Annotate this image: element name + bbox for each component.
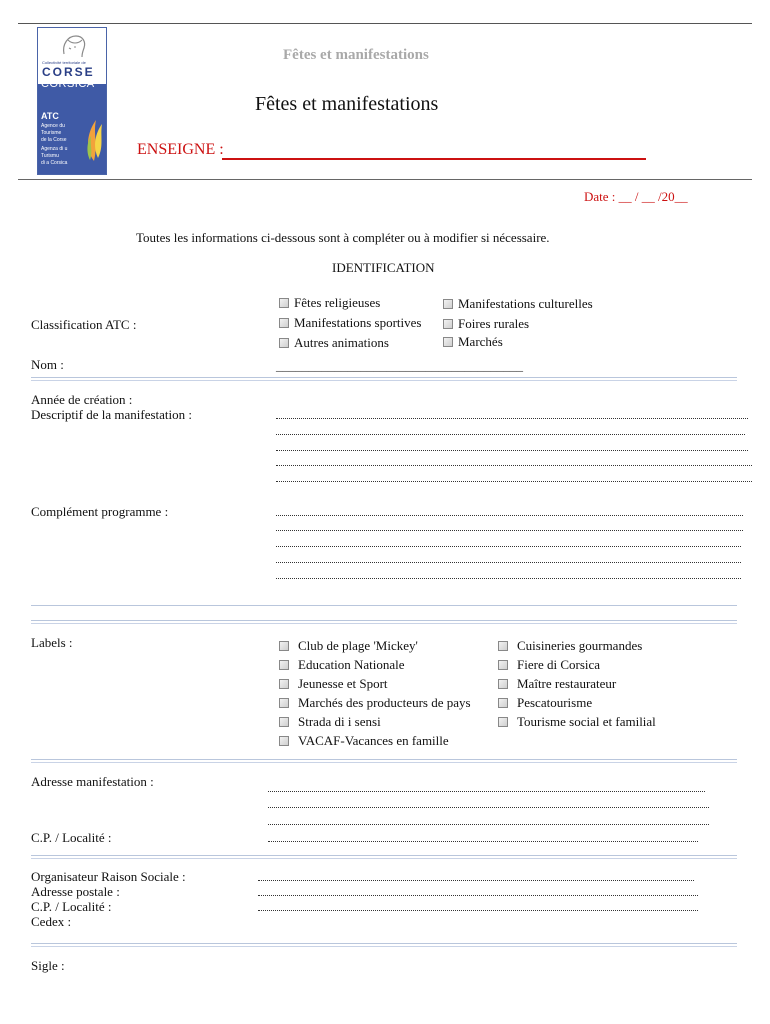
checkbox[interactable] xyxy=(443,299,453,309)
organisateur-cp-label: C.P. / Localité : xyxy=(31,899,112,914)
organisateur-adresse-label: Adresse postale : xyxy=(31,884,120,899)
checkbox-option[interactable]: Marchés xyxy=(443,334,503,350)
checkbox-option[interactable]: Fêtes religieuses xyxy=(279,295,380,311)
complement-line[interactable] xyxy=(276,530,743,531)
organisateur-line[interactable] xyxy=(258,880,694,881)
logo-line: Agenza di u xyxy=(41,146,68,152)
checkbox[interactable] xyxy=(279,698,289,708)
checkbox-option[interactable]: Autres animations xyxy=(279,335,389,351)
faded-title: Fêtes et manifestations xyxy=(283,47,429,63)
annee-label: Année de création : xyxy=(31,392,133,407)
complement-line[interactable] xyxy=(276,562,741,563)
head-profile-icon xyxy=(38,30,107,60)
checkbox-option[interactable]: Fiere di Corsica xyxy=(498,657,600,673)
descriptif-line[interactable] xyxy=(276,434,745,435)
date-field[interactable]: Date : __ / __ /20__ xyxy=(584,189,688,204)
organisateur-line[interactable] xyxy=(258,895,698,896)
logo-corse: CORSE xyxy=(42,65,95,79)
complement-line[interactable] xyxy=(276,546,741,547)
checkbox-option[interactable]: Pescatourisme xyxy=(498,695,592,711)
logo-line: de la Corse xyxy=(41,137,67,143)
logo-corsica: CORSICA xyxy=(41,78,95,90)
cp-line[interactable] xyxy=(268,841,698,842)
checkbox[interactable] xyxy=(279,660,289,670)
top-rule xyxy=(18,23,752,24)
logo-line: Tourisme xyxy=(41,130,62,136)
checkbox[interactable] xyxy=(279,679,289,689)
section-divider xyxy=(31,620,737,624)
labels-label: Labels : xyxy=(31,635,73,650)
checkbox-option[interactable]: VACAF-Vacances en famille xyxy=(279,733,449,749)
complement-line[interactable] xyxy=(276,578,741,579)
checkbox-option[interactable]: Manifestations sportives xyxy=(279,315,421,331)
logo-small-line: Collectivité territoriale de xyxy=(42,60,86,65)
adresse-line[interactable] xyxy=(268,807,709,808)
checkbox-option[interactable]: Cuisineries gourmandes xyxy=(498,638,642,654)
checkbox-option[interactable]: Club de plage 'Mickey' xyxy=(279,638,418,654)
checkbox-option[interactable]: Manifestations culturelles xyxy=(443,296,593,312)
checkbox[interactable] xyxy=(279,736,289,746)
descriptif-line[interactable] xyxy=(276,481,752,482)
checkbox[interactable] xyxy=(279,298,289,308)
checkbox[interactable] xyxy=(498,679,508,689)
checkbox[interactable] xyxy=(443,319,453,329)
nom-label: Nom : xyxy=(31,357,64,372)
checkbox[interactable] xyxy=(498,660,508,670)
descriptif-line[interactable] xyxy=(276,418,748,419)
intro-text: Toutes les informations ci-dessous sont à compléter ou à modifier si nécessaire. xyxy=(136,230,550,245)
sigle-label: Sigle : xyxy=(31,958,65,973)
flame-icon xyxy=(82,106,106,166)
logo-line: Agence du xyxy=(41,123,65,129)
descriptif-line[interactable] xyxy=(276,450,748,451)
checkbox[interactable] xyxy=(498,717,508,727)
adresse-line[interactable] xyxy=(268,824,709,825)
checkbox-option[interactable]: Jeunesse et Sport xyxy=(279,676,388,692)
descriptif-line[interactable] xyxy=(276,465,752,466)
checkbox[interactable] xyxy=(279,717,289,727)
section-divider xyxy=(31,759,737,763)
organisateur-line[interactable] xyxy=(258,910,698,911)
checkbox[interactable] xyxy=(498,641,508,651)
checkbox-option[interactable]: Tourisme social et familial xyxy=(498,714,656,730)
adresse-line[interactable] xyxy=(268,791,705,792)
cp-label: C.P. / Localité : xyxy=(31,830,112,845)
header-rule xyxy=(18,179,752,180)
atc-logo xyxy=(37,27,107,175)
enseigne-label: ENSEIGNE : xyxy=(137,141,224,158)
section-divider xyxy=(31,377,737,381)
checkbox[interactable] xyxy=(498,698,508,708)
organisateur-raison-label: Organisateur Raison Sociale : xyxy=(31,869,186,884)
adresse-label: Adresse manifestation : xyxy=(31,774,154,789)
classification-label: Classification ATC : xyxy=(31,317,137,332)
complement-label: Complément programme : xyxy=(31,504,169,519)
nom-field[interactable]: ______________________________________ xyxy=(276,358,523,373)
enseigne-line[interactable] xyxy=(222,158,646,160)
section-title: IDENTIFICATION xyxy=(332,260,435,275)
page-title: Fêtes et manifestations xyxy=(255,93,439,115)
logo-blue-panel xyxy=(38,78,106,174)
logo-line: Turismu xyxy=(41,153,59,159)
logo-atc: ATC xyxy=(41,111,59,121)
section-divider xyxy=(31,943,737,947)
logo-line: di a Corsica xyxy=(41,160,68,166)
complement-line[interactable] xyxy=(276,515,743,516)
checkbox[interactable] xyxy=(443,337,453,347)
checkbox-option[interactable]: Maître restaurateur xyxy=(498,676,616,692)
checkbox-option[interactable]: Foires rurales xyxy=(443,316,529,332)
checkbox-option[interactable]: Education Nationale xyxy=(279,657,405,673)
checkbox-option[interactable]: Strada di i sensi xyxy=(279,714,381,730)
checkbox-option[interactable]: Marchés des producteurs de pays xyxy=(279,695,471,711)
section-divider xyxy=(31,605,737,606)
organisateur-cedex-label: Cedex : xyxy=(31,914,72,929)
checkbox[interactable] xyxy=(279,338,289,348)
checkbox[interactable] xyxy=(279,641,289,651)
descriptif-label: Descriptif de la manifestation : xyxy=(31,407,193,422)
section-divider xyxy=(31,855,737,859)
checkbox[interactable] xyxy=(279,318,289,328)
